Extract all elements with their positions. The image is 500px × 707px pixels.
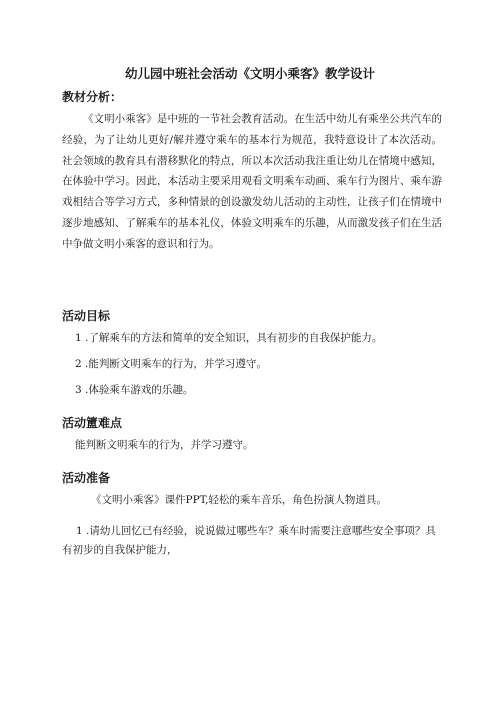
preparation-text: 《文明小乘客》课件PPT,轻松的乘车音乐，角色扮演人物道具。 <box>91 494 387 506</box>
section-heading-difficulty: 活动簠难点 <box>62 416 123 430</box>
goal-item-2: 2 .能判断文明乘车的行为，并学习遵守。 <box>75 358 267 370</box>
section-heading-preparation: 活动准备 <box>62 471 111 485</box>
document-title: 幼儿园中班社会活动《文明小乘客》教学设计 <box>124 66 375 81</box>
process-step-1: 1 .请幼儿回忆已有经验，说说做过哪些车？乘车时需要注意哪些安全事项？具有初步的自我保护能力， <box>62 525 436 556</box>
section-heading-analysis: 教材分析： <box>62 90 123 104</box>
analysis-paragraph: 《文明小乘客》是中班的一节社会教育活动。在生活中幼儿有乘坐公共汽车的经验，为了让幼儿更好/解并遵守乘车的基本行为规范，我特意设计了本次活动。社会领域的教育具有潜移默化的特点，所以本次活动我注重让幼儿在情境中感知，在体验中学习。因此，本活动主要采用观看文明乘车动画、乘车行为图片、乘车游戏相结合等学习方式，多种情景的创设激发幼儿活动的主动性，让孩子们在情境中逐步地感知、了解乘车的基本礼仪，体验文明乘车的乐趣，从而激发孩子们在生活中争做文明小乘客的意识和行为。 <box>62 113 442 250</box>
goal-item-1: 1 .了解乘车的方法和简单的安全知识，具有初步的自我保护能力。 <box>75 332 383 344</box>
difficulty-text: 能判断文明乘车的行为，并学习遵守。 <box>75 439 254 451</box>
goal-item-3: 3 .体验乘车游戏的乐趣。 <box>75 384 194 396</box>
section-heading-goals: 活动目标 <box>62 309 111 323</box>
